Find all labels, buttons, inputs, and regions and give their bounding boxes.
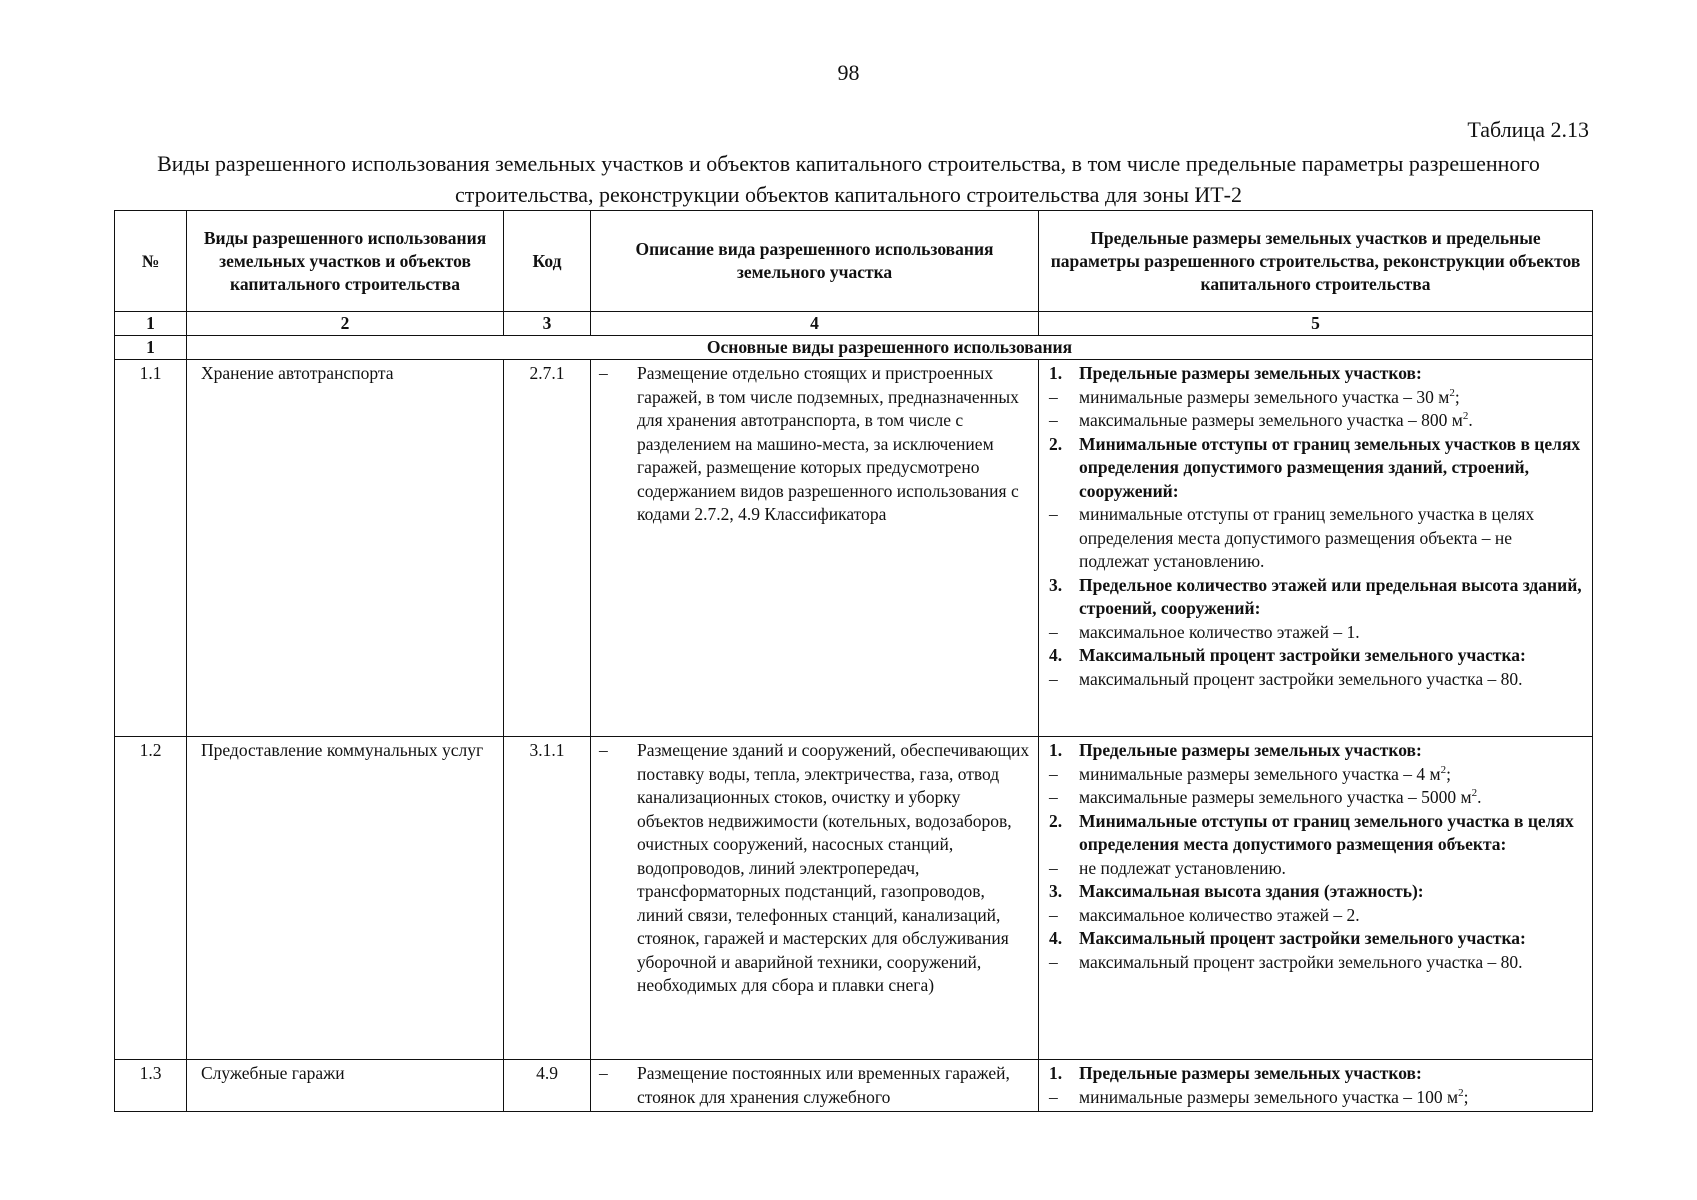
param-text [1079,503,1584,574]
param-line [1049,386,1584,410]
param-line [1049,668,1584,692]
param-text-main: максимальные размеры земельного участка – 800 м [1079,410,1463,430]
column-number: 1 [115,312,187,336]
param-text [1079,668,1584,692]
row-number: 1.1 [115,360,187,737]
param-text-tail: . [1468,410,1473,430]
param-text [1079,362,1584,386]
param-marker: 2. [1049,810,1063,831]
column-number: 5 [1039,312,1593,336]
param-marker: – [1049,787,1058,807]
param-text-main: минимальные размеры земельного участка – 30 м [1079,386,1450,407]
param-text [1079,1086,1584,1110]
description-text: Размещение зданий и сооружений, обеспечивающих поставку воды, тепла, электричества, газа, отвод канализационных стоков, очистку и уборку объектов недвижимости (котельных, водозаборов, очистных сооружений, насосных станций, водопроводов, линий электропередач, трансформаторных подстанций, газопроводов, линий связи, телефонных станций, канализаций, стоянок, гаражей и мастерских для обслуживания уборочной и аварийной техники, сооружений, необходимых для сбора и плавки снега) [637,740,1030,995]
row-number: 1.3 [115,1060,187,1112]
dash-marker: – [599,363,608,383]
param-text [1079,433,1584,504]
param-text-main: минимальные отступы от границ земельного участка в целях определения места допустимого размещения объекта – не подлежат установлению. [1079,504,1535,571]
param-text-tail: ; [1454,386,1460,407]
param-line [1049,433,1584,504]
param-marker: 1. [1049,1063,1063,1083]
row-parameters [1039,360,1593,737]
row-use-type: Хранение автотранспорта [187,360,504,737]
table-header-row [115,211,1593,312]
row-use-type: Служебные гаражи [187,1060,504,1112]
param-marker: 1. [1049,740,1063,760]
param-text-main: Максимальный процент застройки земельного участка: [1079,645,1526,665]
param-text [1079,904,1584,928]
column-number-row [115,312,1593,336]
param-text-main: Максимальный процент застройки земельного участка: [1079,928,1526,948]
param-text [1079,621,1584,645]
param-text [1079,644,1584,668]
row-description [591,1060,1039,1112]
param-marker: – [1049,410,1058,430]
param-line [1049,857,1584,881]
param-marker: – [1049,1086,1058,1107]
header-code: Код [504,211,591,312]
param-marker: 3. [1049,881,1063,901]
param-superscript: 2 [1471,787,1478,800]
header-desc: Описание вида разрешенного использования земельного участка [591,211,1039,312]
row-code: 4.9 [504,1060,591,1112]
param-line [1049,880,1584,904]
param-text-main: Предельные размеры земельных участков: [1079,1063,1422,1083]
param-text [1079,1062,1584,1086]
param-text-main: максимальный процент застройки земельного участка – 80. [1079,668,1523,689]
row-parameters [1039,737,1593,1060]
param-text-main: максимальное количество этажей – 1. [1079,621,1360,642]
table-label: Таблица 2.13 [1467,117,1589,142]
param-text [1079,409,1584,433]
description-text: Размещение отдельно стоящих и пристроенных гаражей, в том числе подземных, предназначенных для хранения автотранспорта, в том числе с разделением на машино-места, за исключением гаражей, размещение которых предусмотрено содержанием видов разрешенного использования с кодами 2.7.2, 4.9 Классификатора [637,363,1019,524]
dash-marker: – [599,740,608,760]
page-number: 98 [837,60,860,85]
param-marker: – [1049,504,1058,524]
table-row [115,360,1593,737]
param-line [1049,927,1584,951]
param-text-main: не подлежат установлению. [1079,857,1286,878]
column-number: 3 [504,312,591,336]
row-code: 3.1.1 [504,737,591,1060]
param-text-tail: . [1477,787,1482,807]
param-text-main: максимальные размеры земельного участка – 5000 м [1079,787,1472,807]
param-text-main: Предельные размеры земельных участков: [1079,740,1422,760]
param-text-main: Минимальные отступы от границ земельного участка в целях определения места допустимого размещения объекта: [1079,810,1574,854]
header-name: Виды разрешенного использования земельных участков и объектов капитального строительства [187,211,504,312]
param-marker: – [1049,386,1058,407]
table-title: Виды разрешенного использования земельных участков и объектов капитального строительства, в том числе предельные параметры разрешенного строительства, реконструкции объектов капитального строительства для зоны ИТ-2 [157,151,1540,207]
header-params: Предельные размеры земельных участков и предельные параметры разрешенного строительства, реконструкции объектов капитального строительства [1039,211,1593,312]
param-marker: 1. [1049,363,1063,383]
param-marker: 2. [1049,433,1063,454]
param-line [1049,362,1584,386]
param-marker: – [1049,951,1058,972]
param-text-main: минимальные размеры земельного участка – 100 м [1079,1086,1459,1107]
section-number: 1 [115,336,187,360]
param-text [1079,951,1584,975]
row-use-type: Предоставление коммунальных услуг [187,737,504,1060]
param-marker: – [1049,904,1058,925]
param-text-main: максимальное количество этажей – 2. [1079,904,1360,925]
param-marker: 3. [1049,574,1063,595]
param-marker: – [1049,763,1058,784]
param-line [1049,503,1584,574]
param-text-main: Предельные размеры земельных участков: [1079,363,1422,383]
param-text [1079,927,1584,951]
param-line [1049,951,1584,975]
section-row [115,336,1593,360]
column-number: 2 [187,312,504,336]
param-marker: 4. [1049,645,1063,665]
param-text-main: минимальные размеры земельного участка – 4 м [1079,763,1441,784]
param-line [1049,409,1584,433]
param-text [1079,739,1584,763]
land-use-table [114,210,1593,1112]
description-text: Размещение постоянных или временных гаражей, стоянок для хранения служебного [637,1063,1010,1107]
param-marker: 4. [1049,928,1063,948]
param-text-main: максимальный процент застройки земельного участка – 80. [1079,951,1523,972]
param-text [1079,857,1584,881]
row-number: 1.2 [115,737,187,1060]
param-marker: – [1049,621,1058,642]
param-line [1049,786,1584,810]
param-text-tail: ; [1463,1086,1469,1107]
row-description [591,737,1039,1060]
param-line [1049,810,1584,857]
param-line [1049,904,1584,928]
row-description [591,360,1039,737]
param-line [1049,763,1584,787]
param-text [1079,786,1584,810]
param-text [1079,810,1584,857]
param-text [1079,574,1584,621]
section-title: Основные виды разрешенного использования [187,336,1593,360]
column-number: 4 [591,312,1039,336]
param-text [1079,763,1584,787]
param-superscript: 2 [1440,763,1447,776]
param-superscript: 2 [1458,1086,1464,1099]
header-num: № [115,211,187,312]
param-line [1049,1062,1584,1086]
param-superscript: 2 [1449,386,1455,399]
param-marker: – [1049,857,1058,878]
row-code: 2.7.1 [504,360,591,737]
row-parameters [1039,1060,1593,1112]
dash-marker: – [599,1063,608,1083]
table-row [115,1060,1593,1112]
param-superscript: 2 [1462,410,1469,423]
table-row [115,737,1593,1060]
param-line [1049,621,1584,645]
param-text-tail: ; [1446,763,1451,784]
param-line [1049,574,1584,621]
param-line [1049,739,1584,763]
param-marker: – [1049,668,1058,689]
param-text-main: Минимальные отступы от границ земельных участков в целях определения допустимого размещения зданий, строений, сооружений: [1079,433,1581,501]
param-text [1079,880,1584,904]
param-line [1049,644,1584,668]
param-text-main: Максимальная высота здания (этажность): [1079,881,1424,901]
param-text-main: Предельное количество этажей или предельная высота зданий, строений, сооружений: [1079,574,1582,618]
param-text [1079,386,1584,410]
param-line [1049,1086,1584,1110]
